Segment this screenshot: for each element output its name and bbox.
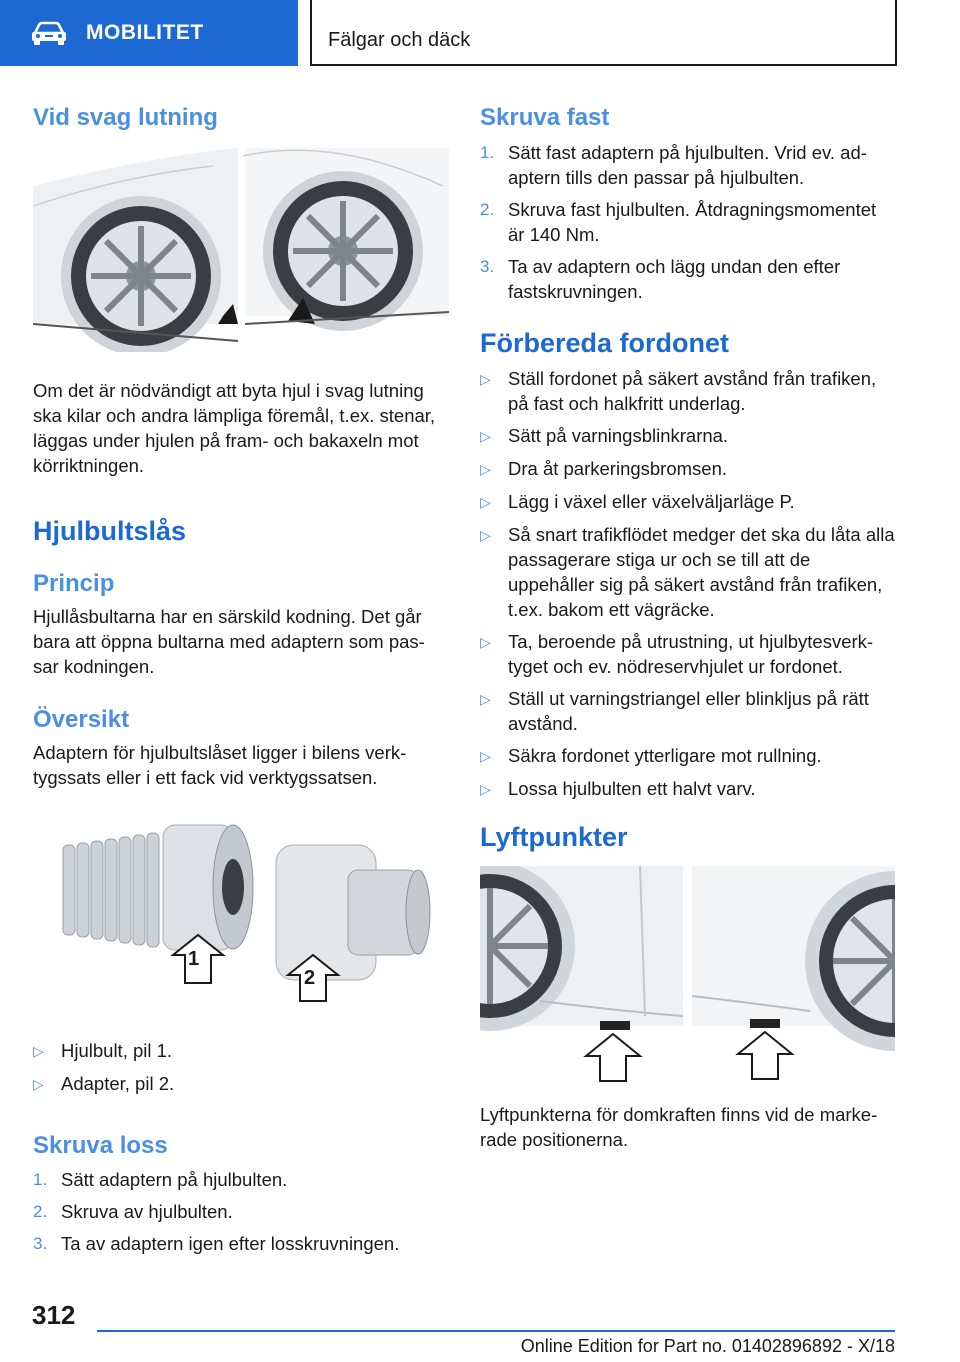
tighten-step-list bbox=[480, 140, 896, 311]
heading-skruva-loss: Skruva loss bbox=[33, 1132, 168, 1159]
heading-forbereda-fordonet: Förbereda fordonet bbox=[480, 328, 730, 358]
heading-vid-svag-lutning: Vid svag lutning bbox=[33, 104, 218, 131]
triangle-bullet-icon: ▷ bbox=[480, 461, 491, 477]
list-item: 3. Ta av adaptern och lägg undan den efter fastskruvningen. bbox=[480, 256, 841, 302]
paragraph-lyftpunkter: Lyftpunkterna för domkraften finns vid de marke- rade positionerna. bbox=[480, 1104, 878, 1150]
wheel-bolt-adapter-figure bbox=[33, 815, 449, 1015]
triangle-bullet-icon: ▷ bbox=[480, 371, 491, 387]
list-item: ▷ Lossa hjulbulten ett halvt varv. bbox=[480, 776, 896, 802]
loosen-step-list bbox=[33, 1167, 449, 1263]
triangle-bullet-icon: ▷ bbox=[480, 634, 491, 650]
paragraph-oversikt: Adaptern för hjulbultslåset ligger i bilens verk- tygssats eller i ett fack vid verktygssatsen. bbox=[33, 742, 407, 788]
triangle-bullet-icon: ▷ bbox=[480, 494, 491, 510]
jacking-points-figure bbox=[480, 866, 895, 1088]
list-item: ▷ Hjulbult, pil 1. bbox=[33, 1038, 449, 1064]
overview-bullet-list bbox=[33, 1038, 449, 1104]
chapter-header bbox=[310, 0, 897, 66]
car-icon bbox=[30, 21, 68, 45]
footer-edition: Online Edition for Part no. 01402896892 - X/18 bbox=[520, 1336, 895, 1356]
list-item: ▷ Säkra fordonet ytterligare mot rullning. bbox=[480, 743, 896, 769]
list-item: 2. Skruva av hjulbulten. bbox=[33, 1201, 233, 1222]
list-item: ▷ Adapter, pil 2. bbox=[33, 1071, 449, 1097]
heading-skruva-fast: Skruva fast bbox=[480, 104, 610, 131]
list-item: ▷ Så snart trafikflödet medger det ska du låta alla passagerare stiga ur och se till att de uppehåller sig på säkert avstånd från trafiken, t.ex. bakom ett vägräcke. bbox=[480, 524, 895, 620]
triangle-bullet-icon: ▷ bbox=[480, 691, 491, 707]
list-item: 1. Sätt adaptern på hjulbulten. bbox=[33, 1169, 288, 1190]
triangle-bullet-icon: ▷ bbox=[480, 428, 491, 444]
heading-lyftpunkter: Lyftpunkter bbox=[480, 822, 628, 852]
heading-hjulbultslas: Hjulbultslås bbox=[33, 516, 187, 546]
triangle-bullet-icon: ▷ bbox=[33, 1043, 44, 1059]
section-label: MOBILITET bbox=[86, 21, 204, 44]
list-item: ▷ Ta, beroende på utrustning, ut hjulbytesverk- tyget och ev. nödreservhjulet ur fordonet. bbox=[480, 631, 874, 677]
chapter-title: Fälgar och däck bbox=[328, 29, 471, 51]
section-tab[interactable] bbox=[0, 0, 298, 66]
list-item: ▷ Lägg i växel eller växelväljarläge P. bbox=[480, 489, 896, 515]
list-item: ▷ Ställ ut varningstriangel eller blinkljus på rätt avstånd. bbox=[480, 688, 869, 734]
triangle-bullet-icon: ▷ bbox=[33, 1076, 44, 1092]
triangle-bullet-icon: ▷ bbox=[480, 527, 491, 543]
page-number: 312 bbox=[32, 1300, 76, 1330]
footer-divider bbox=[97, 1330, 895, 1332]
figure-label-1: 1 bbox=[188, 948, 200, 970]
list-item: 2. Skruva fast hjulbulten. Åtdragningsmomentet är 140 Nm. bbox=[480, 199, 877, 245]
list-item: 3. Ta av adaptern igen efter losskruvningen. bbox=[33, 1233, 400, 1254]
list-item: 1. Sätt fast adaptern på hjulbulten. Vrid ev. ad- aptern tills den passar på hjulbulten. bbox=[480, 142, 867, 188]
prepare-vehicle-bullet-list bbox=[480, 366, 896, 809]
paragraph-princip: Hjullåsbultarna har en särskild kodning. Det går bara att öppna bultarna med adaptern som pas- sar kodningen. bbox=[33, 606, 425, 677]
triangle-bullet-icon: ▷ bbox=[480, 748, 491, 764]
list-item: ▷ Sätt på varningsblinkrarna. bbox=[480, 423, 896, 449]
list-item: ▷ Ställ fordonet på säkert avstånd från trafiken, på fast och halkfritt underlag. bbox=[480, 368, 877, 414]
heading-princip: Princip bbox=[33, 570, 115, 597]
paragraph-svag-lutning: Om det är nödvändigt att byta hjul i svag lutning ska kilar och andra lämpliga föremål, t.ex. stenar, läggas under hjulen på fram- och bakaxeln mot körriktningen. bbox=[33, 380, 436, 476]
list-item: ▷ Dra åt parkeringsbromsen. bbox=[480, 456, 896, 482]
figure-label-2: 2 bbox=[304, 967, 316, 989]
slope-wheel-chocks-figure bbox=[33, 146, 449, 352]
triangle-bullet-icon: ▷ bbox=[480, 781, 491, 797]
heading-oversikt: Översikt bbox=[33, 706, 130, 733]
